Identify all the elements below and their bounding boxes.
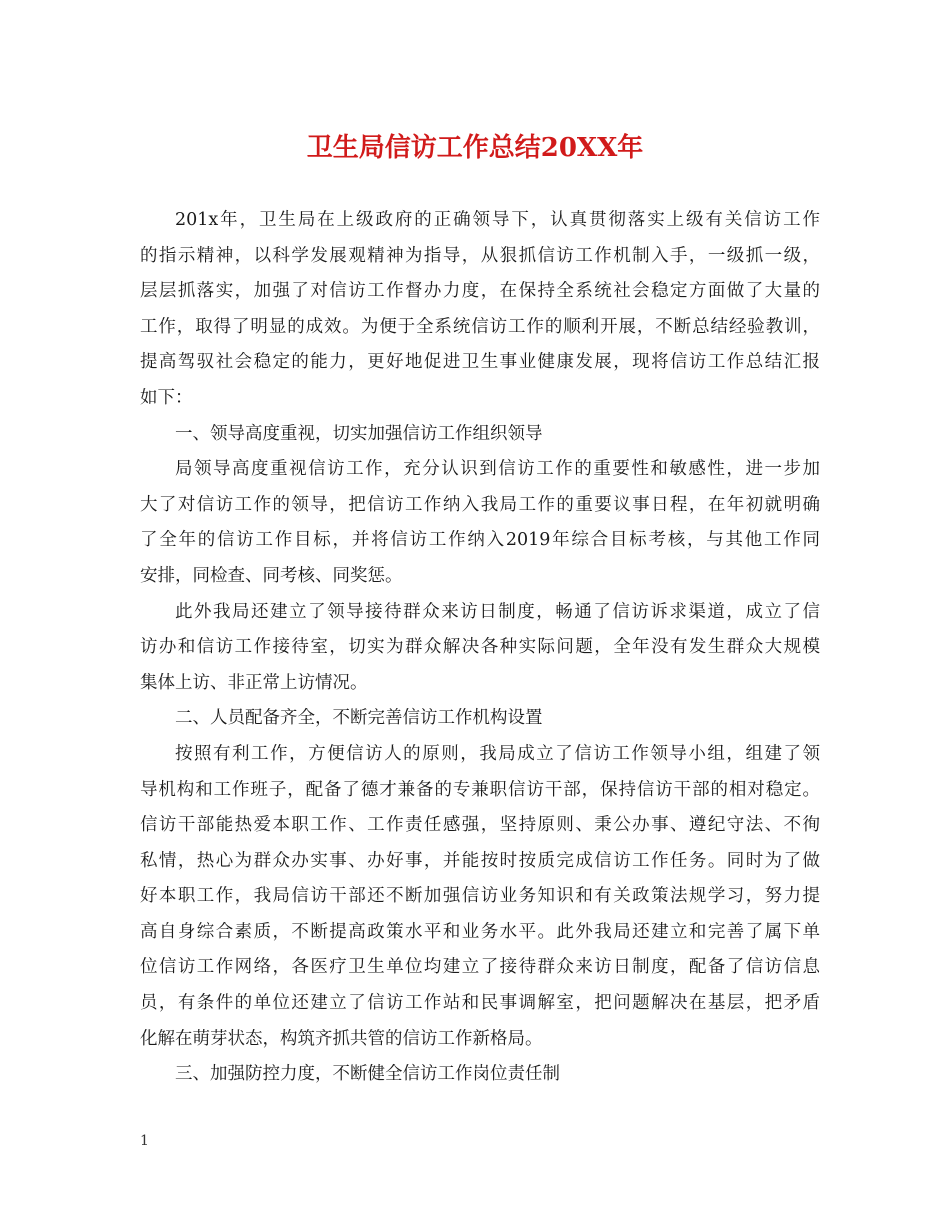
body-line: 按照有利工作，方便信访人的原则，我局成立了信访工作领导小组，组建了领 [175,743,820,764]
document-body [140,203,820,1093]
body-line: 位信访工作网络，各医疗卫生单位均建立了接待群众来访日制度，配备了信访信息 [140,957,820,978]
body-line: 了全年的信访工作目标，并将信访工作纳入2019年综合目标考核，与其他工作同 [140,530,820,551]
body-line: 局领导高度重视信访工作，充分认识到信访工作的重要性和敏感性，进一步加 [175,459,820,480]
body-line: 导机构和工作班子，配备了德才兼备的专兼职信访干部，保持信访干部的相对稳定。 [140,779,820,800]
body-line: 提高驾驭社会稳定的能力，更好地促进卫生事业健康发展，现将信访工作总结汇报 [140,352,820,373]
body-line: 员，有条件的单位还建立了信访工作站和民事调解室，把问题解决在基层，把矛盾 [140,993,820,1014]
body-line: 层层抓落实，加强了对信访工作督办力度，在保持全系统社会稳定方面做了大量的 [140,281,820,302]
body-line: 私情，热心为群众办实事、办好事，并能按时按质完成信访工作任务。同时为了做 [140,850,820,871]
page-number: 1 [140,1133,149,1149]
body-line: 工作，取得了明显的成效。为便于全系统信访工作的顺利开展，不断总结经验教训， [140,316,820,337]
body-line: 一、领导高度重视，切实加强信访工作组织领导 [175,423,543,444]
body-line: 的指示精神，以科学发展观精神为指导，从狠抓信访工作机制入手，一级抓一级， [140,245,820,266]
body-line: 集体上访、非正常上访情况。 [140,672,368,693]
body-line: 二、人员配备齐全，不断完善信访工作机构设置 [175,708,543,729]
body-line: 如下： [140,387,193,408]
body-line: 化解在萌芽状态，构筑齐抓共管的信访工作新格局。 [140,1028,543,1049]
body-line: 高自身综合素质，不断提高政策水平和业务水平。此外我局还建立和完善了属下单 [140,921,820,942]
body-line: 201x年，卫生局在上级政府的正确领导下，认真贯彻落实上级有关信访工作 [175,210,820,230]
body-line: 三、加强防控力度，不断健全信访工作岗位责任制 [175,1064,560,1085]
body-line: 大了对信访工作的领导，把信访工作纳入我局工作的重要议事日程，在年初就明确 [140,494,820,515]
body-line: 信访干部能热爱本职工作、工作责任感强，坚持原则、秉公办事、遵纪守法、不徇 [140,815,820,836]
body-line: 此外我局还建立了领导接待群众来访日制度，畅通了信访诉求渠道，成立了信 [175,601,820,622]
body-line: 安排，同检查、同考核、同奖惩。 [140,565,403,586]
document-title: 卫生局信访工作总结20XX年 [306,133,644,163]
body-line: 好本职工作，我局信访干部还不断加强信访业务知识和有关政策法规学习，努力提 [140,886,820,907]
body-line: 访办和信访工作接待室，切实为群众解决各种实际问题，全年没有发生群众大规模 [140,637,820,658]
